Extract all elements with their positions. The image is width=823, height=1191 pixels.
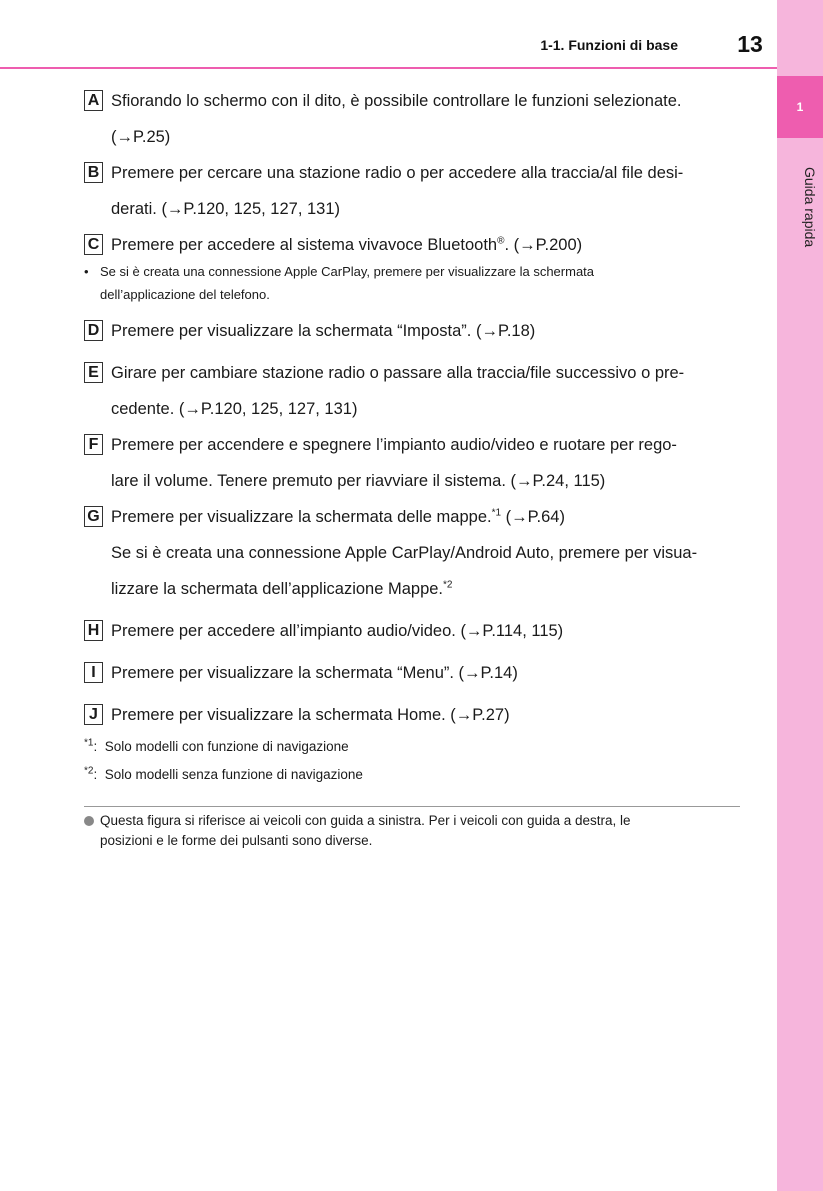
footnote-mark: *2	[84, 765, 94, 777]
item-letter: A	[84, 90, 103, 111]
item-f	[84, 427, 744, 499]
item-text-part: . (→P.200)	[504, 236, 583, 254]
item-text	[111, 499, 744, 535]
item-text-part: Premere per accedere al sistema vivavoce Bluetooth	[111, 236, 498, 254]
item-text: Premere per visualizzare la schermata “Menu”. (→P.14)	[111, 664, 518, 682]
item-text: cedente. (→P.120, 125, 127, 131)	[111, 400, 358, 418]
item-text: Premere per visualizzare la schermata “Imposta”. (→P.18)	[111, 322, 536, 340]
item-j	[84, 697, 744, 733]
note-text: posizioni e le forme dei pulsanti sono diverse.	[100, 833, 373, 848]
item-text: lare il volume. Tenere premuto per riavviare il sistema. (→P.24, 115)	[111, 472, 606, 490]
item-c	[84, 227, 744, 263]
item-letter: F	[84, 434, 103, 455]
item-h	[84, 613, 744, 649]
item-text-part: lizzare la schermata dell’applicazione Mappe.	[111, 580, 444, 598]
content-list	[84, 83, 744, 789]
chapter-number-tab[interactable]	[777, 76, 823, 138]
item-text: Premere per visualizzare la schermata Home. (→P.27)	[111, 706, 510, 724]
registered-mark: ®	[497, 235, 505, 247]
info-note	[84, 811, 744, 851]
bullet-note	[84, 260, 744, 306]
item-letter: I	[84, 662, 103, 683]
item-text: Premere per accedere all’impianto audio/video. (→P.114, 115)	[111, 622, 564, 640]
footnote	[84, 761, 744, 789]
bullet-text: dell’applicazione del telefono.	[100, 287, 270, 302]
item-b	[84, 155, 744, 227]
page-number: 13	[737, 31, 763, 57]
note-text: Questa figura si riferisce ai veicoli con guida a sinistra. Per i veicoli con guida a destra, le	[100, 813, 631, 828]
bullet-text: Se si è creata una connessione Apple CarPlay, premere per visualizzare la schermata	[100, 264, 595, 279]
footnote-text: Solo modelli con funzione di navigazione	[104, 739, 349, 754]
item-text: Premere per cercare una stazione radio o per accedere alla traccia/al file desi-	[111, 164, 684, 182]
item-letter: H	[84, 620, 103, 641]
item-text	[111, 227, 744, 263]
item-letter: D	[84, 320, 103, 341]
footnote-mark: *1	[84, 737, 94, 749]
item-letter: G	[84, 506, 103, 527]
footnote	[84, 733, 744, 761]
footnote-ref: *2	[443, 579, 453, 591]
item-text: derati. (→P.120, 125, 127, 131)	[111, 200, 341, 218]
item-text	[111, 571, 744, 607]
item-a	[84, 83, 744, 155]
chapter-title: Guida rapida	[802, 166, 818, 248]
section-title: 1-1. Funzioni di base	[540, 37, 678, 53]
item-text: Premere per accendere e spegnere l’impianto audio/video e ruotare per rego-	[111, 436, 677, 454]
item-text-part: Premere per visualizzare la schermata delle mappe.	[111, 508, 492, 526]
item-i	[84, 655, 744, 691]
footnote-sep: :	[93, 767, 98, 782]
item-text: Se si è creata una connessione Apple CarPlay/Android Auto, premere per visua-	[111, 544, 698, 562]
item-letter: C	[84, 234, 103, 255]
item-letter: B	[84, 162, 103, 183]
bullet-marker: •	[84, 264, 89, 279]
item-text: (→P.25)	[111, 128, 171, 146]
item-letter: E	[84, 362, 103, 383]
item-text: Sfiorando lo schermo con il dito, è possibile controllare le funzioni selezionate.	[111, 92, 682, 110]
item-text-part: (→P.64)	[501, 508, 565, 526]
footnote-ref: *1	[491, 507, 502, 519]
footnote-text: Solo modelli senza funzione di navigazione	[104, 767, 363, 782]
item-letter: J	[84, 704, 103, 725]
divider	[84, 806, 740, 807]
footnote-sep: :	[93, 739, 98, 754]
header-rule	[0, 67, 777, 69]
chapter-number: 1	[796, 100, 804, 114]
item-g	[84, 499, 744, 607]
item-e	[84, 355, 744, 427]
note-bullet-icon	[84, 816, 94, 826]
item-text: Girare per cambiare stazione radio o passare alla traccia/file successivo o pre-	[111, 364, 685, 382]
item-d	[84, 313, 744, 349]
